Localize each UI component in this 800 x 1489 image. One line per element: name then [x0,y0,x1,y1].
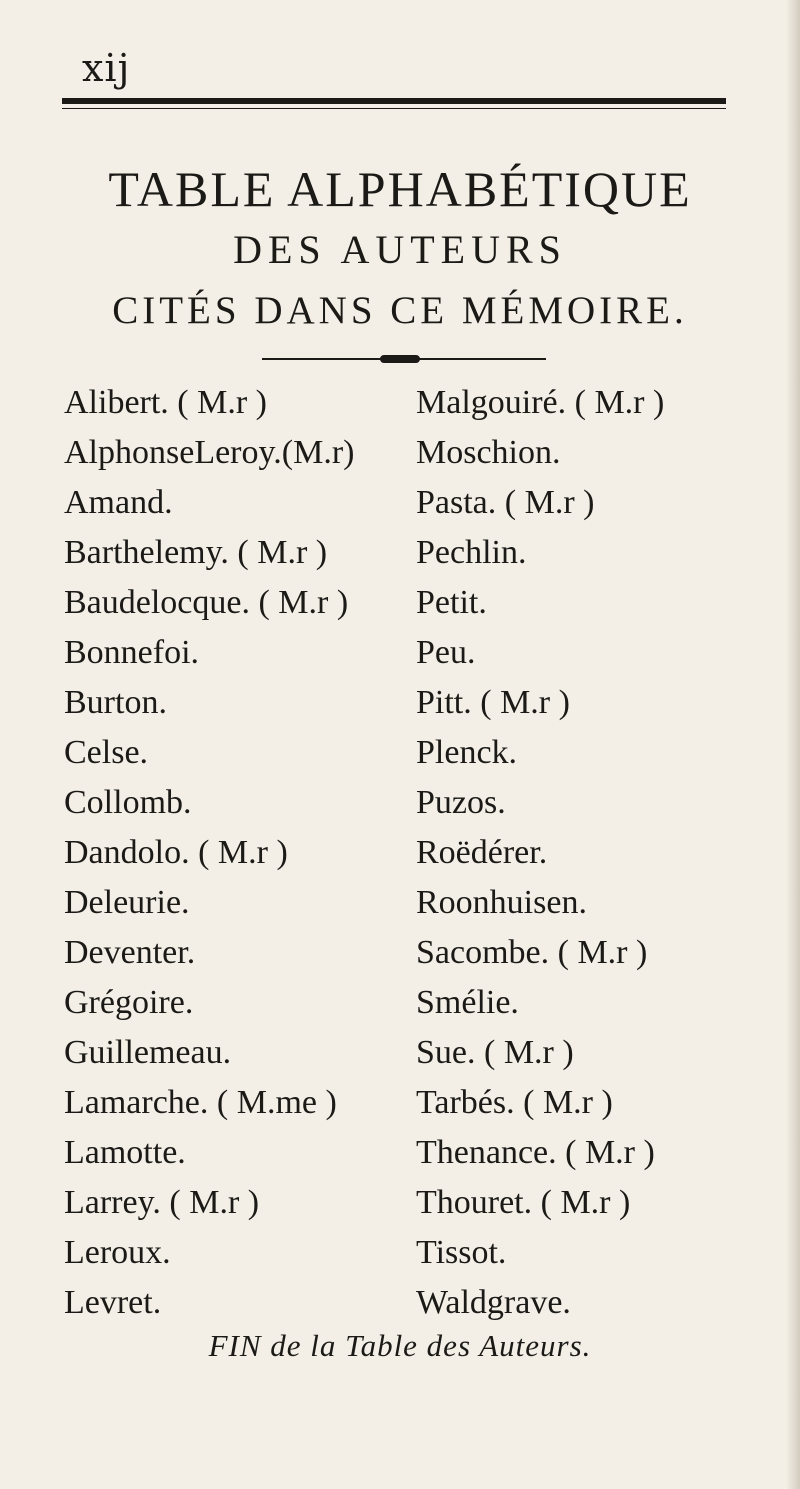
author-entry: Sue. ( M.r ) [416,1034,574,1071]
author-entry: AlphonseLeroy.(M.r) [64,434,355,471]
author-entry: Levret. [64,1284,162,1321]
title-line-2: DES AUTEURS [233,227,567,272]
author-entry: Thenance. ( M.r ) [416,1134,655,1171]
author-entry: Pitt. ( M.r ) [416,684,570,721]
separator-ornament [380,355,420,363]
author-entry: Pasta. ( M.r ) [416,484,595,521]
author-list-left [64,378,414,1328]
author-entry: Collomb. [64,784,192,821]
author-entry: Peu. [416,634,476,671]
author-entry: Thouret. ( M.r ) [416,1184,631,1221]
title-line-1: TABLE ALPHABÉTIQUE [108,161,692,217]
author-entry: Guillemeau. [64,1034,232,1071]
author-entry: Tissot. [416,1234,507,1271]
author-entry: Smélie. [416,984,519,1021]
author-entry: Tarbés. ( M.r ) [416,1084,613,1121]
author-entry: Larrey. ( M.r ) [64,1184,260,1221]
author-entry: Baudelocque. ( M.r ) [64,584,349,621]
author-entry: Malgouiré. ( M.r ) [416,384,665,421]
author-entry: Barthelemy. ( M.r ) [64,534,328,571]
author-entry: Celse. [64,734,149,771]
author-entry: Roëdérer. [416,834,548,871]
author-entry: Plenck. [416,734,518,771]
author-entry: Alibert. ( M.r ) [64,384,268,421]
author-entry: Burton. [64,684,167,721]
author-entry: Waldgrave. [416,1284,571,1321]
author-entry: Puzos. [416,784,506,821]
author-entry: Pechlin. [416,534,527,571]
author-entry: Deventer. [64,934,196,971]
author-entry: Petit. [416,584,487,621]
author-entry: Leroux. [64,1234,171,1271]
author-entry: Sacombe. ( M.r ) [416,934,648,971]
title-line-3: CITÉS DANS CE MÉMOIRE. [112,289,688,332]
author-entry: Lamarche. ( M.me ) [64,1084,337,1121]
page-edge-shadow [786,0,800,1489]
author-entry: Lamotte. [64,1134,186,1171]
end-of-table-note: FIN de la Table des Auteurs. [208,1328,592,1363]
author-entry: Deleurie. [64,884,190,921]
header-thick-rule [62,98,726,104]
author-entry: Amand. [64,484,173,521]
author-list-right [416,378,766,1328]
author-entry: Dandolo. ( M.r ) [64,834,288,871]
author-entry: Bonnefoi. [64,634,200,671]
author-entry: Grégoire. [64,984,194,1021]
author-entry: Roonhuisen. [416,884,587,921]
author-entry: Moschion. [416,434,561,471]
header-thin-rule [62,108,726,109]
page-number: xij [82,46,131,90]
